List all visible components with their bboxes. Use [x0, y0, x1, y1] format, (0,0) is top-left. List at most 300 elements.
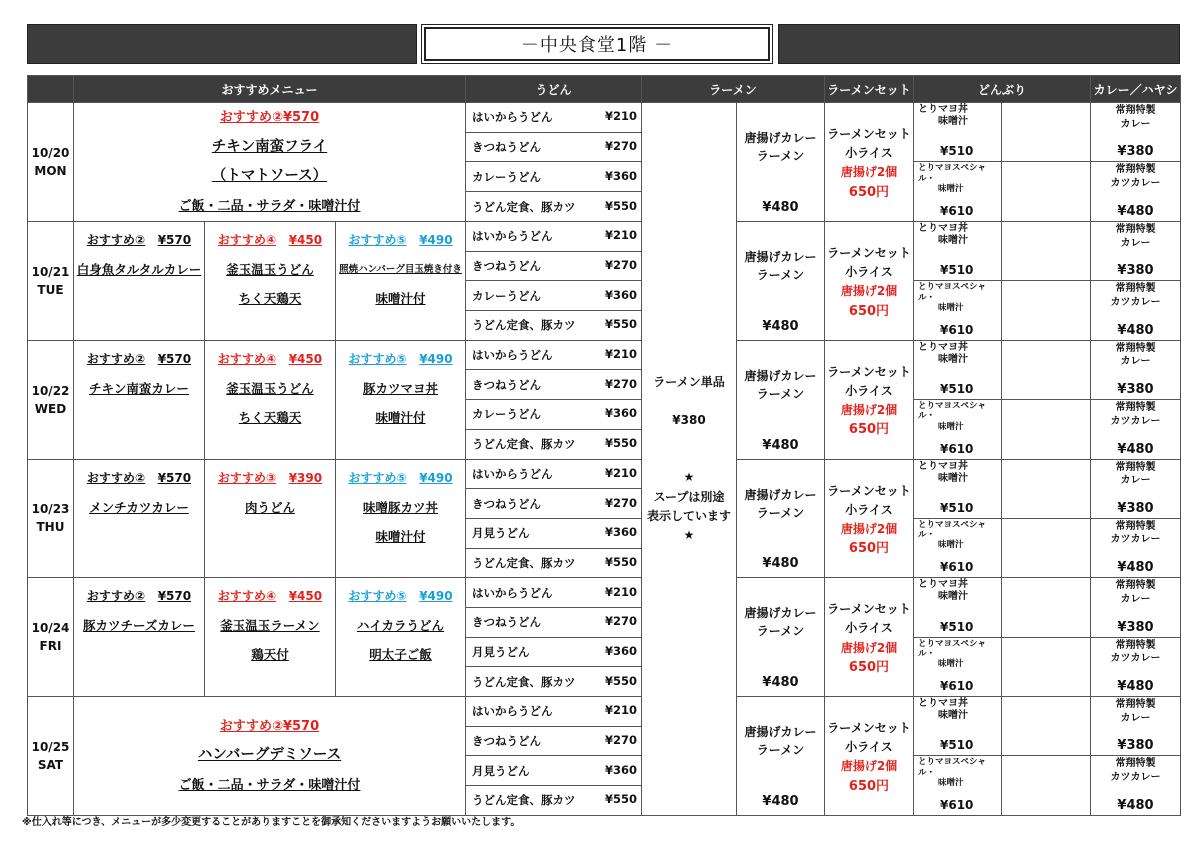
- donburi-price: ¥510: [940, 500, 974, 515]
- donburi-name: とりマヨスペシャル・: [918, 519, 986, 541]
- curry-sub: カツカレー: [1110, 653, 1161, 665]
- donburi-price: ¥610: [940, 441, 974, 456]
- ramen-name2: ラーメン: [756, 743, 805, 757]
- recommend-line1: 釜玉温玉ラーメン: [220, 618, 320, 634]
- donburi-blank: [1002, 340, 1091, 399]
- donburi-price: ¥610: [940, 560, 974, 575]
- donburi-cell: [914, 281, 1002, 340]
- ramen-single-price: ¥380: [672, 412, 706, 427]
- donburi-blank: [1002, 518, 1091, 577]
- curry-name: 常翔特製: [1115, 758, 1156, 770]
- recommend-line1: 照焼ハンバーグ目玉焼き付き: [339, 264, 462, 275]
- ramen-name2: ラーメン: [756, 149, 805, 163]
- ramen-set-l3: 唐揚げ2個: [840, 640, 898, 655]
- recommend-line1: 肉うどん: [244, 499, 295, 515]
- donburi-cell: [914, 340, 1002, 399]
- ramen-set-l1: ラーメンセット: [827, 602, 911, 617]
- donburi-sub: 味噌汁: [938, 540, 964, 551]
- ramen-cell: [737, 340, 825, 459]
- ramen-set-l4: 650円: [848, 184, 890, 200]
- date-label: 10/23: [31, 502, 70, 517]
- udon-item: [466, 697, 642, 727]
- header-curry: カレー／ハヤシ: [1091, 76, 1181, 103]
- udon-name: うどん定食、豚カツ: [472, 674, 576, 689]
- curry-sub: カツカレー: [1110, 415, 1161, 427]
- ramen-set-l1: ラーメンセット: [827, 246, 911, 260]
- recommend-line2: 明太子ご飯: [369, 647, 432, 663]
- ramen-set-l4: 650円: [848, 303, 890, 319]
- special-line3: ご飯・二品・サラダ・味噌汁付: [178, 198, 361, 214]
- donburi-name: とりマヨ丼: [918, 104, 968, 115]
- ramen-set-l3: 唐揚げ2個: [840, 759, 898, 774]
- udon-price: ¥360: [604, 287, 637, 302]
- donburi-price: ¥510: [940, 263, 974, 278]
- curry-name: 常翔特製: [1115, 520, 1156, 532]
- recommend-price: ¥450: [288, 233, 323, 247]
- udon-item: [466, 489, 642, 519]
- donburi-sub: 味噌汁: [938, 116, 968, 127]
- recommend-label: おすすめ④: [217, 589, 277, 604]
- donburi-sub: 味噌汁: [938, 183, 964, 194]
- udon-name: きつねうどん: [472, 615, 541, 630]
- udon-price: ¥550: [604, 673, 637, 688]
- udon-item: [466, 251, 642, 281]
- header-recommend: おすすめメニュー: [74, 76, 466, 103]
- curry-price: ¥380: [1117, 382, 1154, 398]
- udon-item: [466, 162, 642, 192]
- udon-item: [466, 370, 642, 400]
- udon-price: ¥270: [604, 733, 637, 748]
- recommend-label: おすすめ②: [86, 589, 146, 604]
- curry-sub: カレー: [1120, 712, 1151, 724]
- ramen-single-label: ラーメン単品: [653, 374, 725, 389]
- recommend-line1: ハイカラうどん: [356, 618, 445, 634]
- ramen-name2: ラーメン: [756, 505, 805, 520]
- table-row: [28, 340, 1181, 370]
- ramen-set-l2: 小ライス: [845, 740, 893, 755]
- donburi-blank: [1002, 697, 1091, 756]
- weekday-label: TUE: [37, 282, 64, 297]
- udon-item: [466, 400, 642, 430]
- header-row: [28, 76, 1181, 103]
- donburi-name: とりマヨスペシャル・: [918, 757, 986, 778]
- udon-item: [466, 607, 642, 637]
- udon-name: うどん定食、豚カツ: [472, 555, 576, 570]
- udon-price: ¥360: [604, 168, 637, 183]
- donburi-blank: [1002, 637, 1091, 696]
- recommend-cell: [74, 340, 205, 459]
- recommend-line1: 釜玉温玉うどん: [226, 262, 314, 277]
- donburi-price: ¥610: [940, 679, 974, 693]
- donburi-blank: [1002, 281, 1091, 340]
- udon-item: [466, 103, 642, 133]
- recommend-line1: 味噌豚カツ丼: [362, 499, 438, 515]
- donburi-name: とりマヨスペシャル・: [918, 163, 986, 184]
- weekday-label: MON: [34, 164, 67, 178]
- ramen-cell: [737, 459, 825, 578]
- udon-price: ¥270: [604, 139, 637, 154]
- title-bar-left: [27, 24, 417, 64]
- ramen-set-l4: 650円: [848, 659, 890, 675]
- recommend-line1: 釜玉温玉うどん: [226, 380, 314, 396]
- ramen-cell: [737, 103, 825, 222]
- recommend-price: ¥570: [157, 589, 192, 604]
- udon-price: ¥210: [604, 465, 637, 480]
- recommend-cell: [336, 340, 466, 459]
- curry-price: ¥480: [1117, 797, 1154, 813]
- curry-cell: [1091, 222, 1181, 281]
- ramen-price: ¥480: [762, 318, 799, 334]
- special-head: おすすめ②¥570: [219, 110, 320, 125]
- recommend-label: おすすめ⑤: [348, 589, 407, 604]
- udon-price: ¥270: [604, 614, 637, 629]
- recommend-cell: [336, 222, 466, 341]
- recommend-price: ¥450: [288, 589, 323, 604]
- recommend-line1: メンチカツカレー: [89, 499, 189, 515]
- udon-name: カレーうどん: [472, 169, 541, 184]
- weekday-label: WED: [34, 401, 67, 416]
- title-box: [421, 24, 773, 64]
- donburi-name: とりマヨスペシャル・: [918, 638, 986, 659]
- ramen-set-cell: [825, 222, 914, 341]
- curry-name: 常翔特製: [1115, 639, 1156, 651]
- donburi-cell: [914, 103, 1002, 162]
- udon-name: カレーうどん: [472, 288, 541, 303]
- udon-name: カレーうどん: [472, 407, 541, 422]
- recommend-cell: [336, 578, 466, 697]
- ramen-set-cell: [825, 103, 914, 222]
- table-row: [28, 222, 1181, 252]
- curry-cell: [1091, 637, 1181, 696]
- ramen-set-l2: 小ライス: [845, 265, 893, 280]
- curry-sub: カツカレー: [1110, 177, 1161, 189]
- curry-sub: カレー: [1120, 356, 1151, 368]
- recommend-label: おすすめ④: [217, 233, 277, 247]
- recommend-line2: 味噌汁付: [375, 291, 426, 306]
- recommend-price: ¥490: [419, 470, 453, 485]
- curry-price: ¥480: [1117, 560, 1154, 576]
- menu-body: [28, 103, 1181, 816]
- udon-name: きつねうどん: [472, 734, 541, 749]
- recommend-line2: ちく天鶏天: [238, 409, 302, 425]
- udon-name: うどん定食、豚カツ: [472, 199, 576, 214]
- ramen-set-l3: 唐揚げ2個: [840, 284, 898, 299]
- udon-item: [466, 192, 642, 222]
- ramen-name2: ラーメン: [756, 268, 805, 282]
- ramen-note2: 表示しています: [646, 508, 731, 523]
- curry-price: ¥480: [1117, 679, 1154, 694]
- ramen-set-cell: [825, 697, 914, 816]
- ramen-name1: 唐揚げカレー: [744, 606, 817, 621]
- ramen-set-l1: ラーメンセット: [827, 127, 911, 141]
- curry-price: ¥480: [1117, 441, 1154, 457]
- donburi-cell: [914, 459, 1002, 518]
- curry-cell: [1091, 578, 1181, 637]
- donburi-sub: 味噌汁: [938, 591, 968, 603]
- footnote: ※仕入れ等につき、メニューが多少変更することがありますことを御承知くださいますようお願いいたします。: [22, 817, 521, 828]
- curry-name: 常翔特製: [1115, 699, 1156, 710]
- donburi-sub: 味噌汁: [938, 302, 964, 313]
- ramen-set-cell: [825, 578, 914, 697]
- udon-price: ¥270: [604, 376, 637, 391]
- udon-price: ¥210: [604, 584, 637, 599]
- donburi-sub: 味噌汁: [938, 777, 964, 788]
- table-row: [28, 459, 1181, 489]
- header-donburi: どんぶり: [914, 76, 1091, 103]
- recommend-cell: [205, 578, 336, 697]
- curry-sub: カレー: [1120, 475, 1151, 486]
- recommend-cell: [336, 459, 466, 578]
- recommend-price: ¥490: [419, 233, 453, 247]
- curry-price: ¥380: [1117, 500, 1154, 516]
- recommend-cell: [205, 459, 336, 578]
- recommend-price: ¥570: [157, 351, 192, 366]
- special-line2: ご飯・二品・サラダ・味噌汁付: [178, 777, 361, 793]
- date-cell: [28, 103, 74, 222]
- donburi-sub: 味噌汁: [938, 235, 968, 246]
- recommend-label: おすすめ④: [217, 351, 277, 366]
- ramen-name1: 唐揚げカレー: [744, 725, 817, 739]
- donburi-price: ¥610: [940, 797, 974, 812]
- curry-price: ¥380: [1117, 263, 1154, 279]
- curry-cell: [1091, 340, 1181, 399]
- udon-item: [466, 132, 642, 162]
- recommend-price: ¥490: [419, 589, 453, 604]
- ramen-set-l3: 唐揚げ2個: [840, 521, 898, 536]
- recommend-line1: 白身魚タルタルカレー: [76, 262, 202, 277]
- udon-item: [466, 786, 642, 816]
- donburi-blank: [1002, 756, 1091, 815]
- special-head: おすすめ②¥570: [219, 718, 320, 734]
- curry-cell: [1091, 518, 1181, 577]
- donburi-blank: [1002, 222, 1091, 281]
- recommend-price: ¥390: [288, 470, 323, 485]
- ramen-single-cell: [642, 103, 737, 816]
- ramen-set-l1: ラーメンセット: [827, 364, 911, 379]
- udon-item: [466, 578, 642, 608]
- udon-item: [466, 667, 642, 697]
- curry-name: 常翔特製: [1115, 283, 1156, 295]
- donburi-cell: [914, 756, 1002, 815]
- udon-price: ¥360: [604, 406, 637, 421]
- curry-cell: [1091, 162, 1181, 222]
- curry-cell: [1091, 756, 1181, 815]
- donburi-sub: 味噌汁: [938, 421, 964, 432]
- recommend-label: おすすめ②: [86, 470, 146, 485]
- ramen-price: ¥480: [762, 556, 799, 572]
- header-ramen: ラーメン: [642, 76, 825, 103]
- curry-name: 常翔特製: [1115, 461, 1156, 473]
- curry-cell: [1091, 103, 1181, 162]
- ramen-name2: ラーメン: [756, 624, 805, 639]
- recommend-price: ¥490: [419, 351, 453, 366]
- donburi-blank: [1002, 400, 1091, 459]
- ramen-set-l3: 唐揚げ2個: [840, 403, 898, 418]
- udon-name: はいからうどん: [472, 704, 553, 719]
- recommend-label: おすすめ⑤: [348, 233, 407, 247]
- donburi-name: とりマヨ丼: [918, 341, 968, 353]
- ramen-set-l4: 650円: [848, 422, 890, 438]
- udon-name: 月見うどん: [472, 526, 530, 541]
- title-bar-right: [778, 24, 1180, 64]
- udon-name: きつねうどん: [472, 496, 541, 511]
- ramen-set-l4: 650円: [848, 541, 890, 557]
- donburi-cell: [914, 222, 1002, 281]
- recommend-cell: [205, 222, 336, 341]
- donburi-cell: [914, 697, 1002, 756]
- date-cell: [28, 340, 74, 459]
- udon-name: うどん定食、豚カツ: [472, 793, 576, 808]
- udon-price: ¥210: [604, 228, 637, 243]
- recommend-line2: 味噌汁付: [375, 528, 426, 544]
- donburi-cell: [914, 518, 1002, 577]
- recommend-line2: ちく天鶏天: [238, 291, 302, 306]
- weekday-label: FRI: [39, 639, 62, 654]
- curry-sub: カレー: [1120, 593, 1151, 605]
- ramen-set-l2: 小ライス: [845, 502, 893, 517]
- recommend-cell: [74, 578, 205, 697]
- curry-price: ¥380: [1117, 738, 1154, 754]
- table-row: [28, 103, 1181, 133]
- udon-name: きつねうどん: [472, 140, 541, 155]
- recommend-cell: [205, 340, 336, 459]
- donburi-price: ¥510: [940, 619, 974, 634]
- curry-cell: [1091, 400, 1181, 459]
- ramen-price: ¥480: [762, 200, 799, 215]
- ramen-set-cell: [825, 459, 914, 578]
- recommend-cell: [74, 222, 205, 341]
- donburi-cell: [914, 637, 1002, 696]
- ramen-name1: 唐揚げカレー: [744, 250, 817, 264]
- ramen-set-l4: 650円: [848, 778, 890, 794]
- donburi-price: ¥610: [940, 204, 974, 218]
- ramen-price: ¥480: [762, 793, 799, 809]
- curry-sub: カツカレー: [1110, 296, 1161, 308]
- udon-name: はいからうどん: [472, 110, 553, 125]
- udon-name: 月見うどん: [472, 763, 530, 778]
- curry-name: 常翔特製: [1115, 342, 1156, 354]
- donburi-sub: 味噌汁: [938, 659, 964, 669]
- donburi-name: とりマヨスペシャル・: [918, 401, 986, 422]
- donburi-blank: [1002, 459, 1091, 518]
- udon-item: [466, 222, 642, 252]
- special-line1: ハンバーグデミソース: [197, 747, 342, 764]
- date-label: 10/20: [31, 146, 70, 160]
- date-label: 10/24: [31, 621, 70, 636]
- udon-price: ¥550: [604, 436, 637, 451]
- udon-item: [466, 281, 642, 311]
- donburi-price: ¥510: [940, 144, 974, 159]
- curry-name: 常翔特製: [1115, 105, 1156, 116]
- weekday-label: THU: [36, 520, 65, 535]
- weekday-label: SAT: [37, 757, 64, 772]
- recommend-price: ¥450: [288, 351, 323, 366]
- udon-price: ¥550: [604, 554, 637, 569]
- udon-price: ¥270: [604, 495, 637, 510]
- udon-price: ¥550: [604, 198, 637, 213]
- udon-name: うどん定食、豚カツ: [472, 318, 576, 333]
- udon-name: はいからうどん: [472, 585, 553, 600]
- donburi-name: とりマヨスペシャル・: [918, 282, 986, 303]
- curry-name: 常翔特製: [1115, 224, 1156, 235]
- donburi-blank: [1002, 103, 1091, 162]
- date-cell: [28, 697, 74, 816]
- date-cell: [28, 222, 74, 341]
- donburi-blank: [1002, 578, 1091, 637]
- curry-price: ¥480: [1117, 204, 1154, 219]
- udon-item: [466, 340, 642, 370]
- udon-item: [466, 548, 642, 578]
- donburi-cell: [914, 162, 1002, 222]
- recommend-line2: 味噌汁付: [375, 409, 426, 425]
- donburi-sub: 味噌汁: [938, 710, 968, 721]
- udon-price: ¥210: [604, 347, 637, 362]
- ramen-name1: 唐揚げカレー: [744, 368, 817, 383]
- curry-cell: [1091, 281, 1181, 340]
- curry-price: ¥480: [1117, 322, 1154, 338]
- ramen-set-l2: 小ライス: [845, 621, 893, 636]
- star-icon: ★: [683, 528, 695, 543]
- recommend-line1: チキン南蛮カレー: [89, 380, 189, 396]
- page-title: －中央食堂1階 －: [424, 27, 770, 61]
- recommend-label: おすすめ③: [217, 470, 277, 485]
- recommend-line1: 豚カツマヨ丼: [362, 380, 438, 396]
- donburi-cell: [914, 400, 1002, 459]
- curry-cell: [1091, 697, 1181, 756]
- date-label: 10/25: [31, 739, 70, 754]
- curry-sub: カレー: [1120, 118, 1151, 130]
- ramen-note1: スープは別途: [653, 489, 725, 504]
- udon-item: [466, 637, 642, 667]
- donburi-name: とりマヨ丼: [918, 223, 968, 234]
- date-label: 10/21: [31, 264, 70, 279]
- udon-price: ¥550: [604, 317, 637, 332]
- donburi-name: とりマヨ丼: [918, 698, 968, 709]
- header-ramen-set: ラーメンセット: [825, 76, 914, 103]
- donburi-sub: 味噌汁: [938, 472, 968, 484]
- udon-name: うどん定食、豚カツ: [472, 437, 576, 452]
- recommend-line2: 鶏天付: [251, 647, 289, 663]
- curry-sub: カレー: [1120, 237, 1151, 249]
- ramen-cell: [737, 222, 825, 341]
- donburi-name: とりマヨ丼: [918, 460, 968, 472]
- ramen-price: ¥480: [762, 675, 799, 690]
- recommend-label: おすすめ②: [86, 233, 146, 247]
- donburi-cell: [914, 578, 1002, 637]
- special-line2: （トマトソース）: [211, 168, 328, 184]
- udon-price: ¥210: [604, 109, 637, 124]
- donburi-price: ¥510: [940, 738, 974, 753]
- recommend-line1: 豚カツチーズカレー: [83, 618, 195, 634]
- ramen-set-l1: ラーメンセット: [827, 483, 911, 498]
- recommend-price: ¥570: [157, 470, 192, 485]
- udon-name: はいからうどん: [472, 466, 553, 481]
- curry-name: 常翔特製: [1115, 164, 1156, 176]
- ramen-set-l2: 小ライス: [845, 146, 893, 161]
- header-date: [28, 76, 74, 103]
- ramen-name1: 唐揚げカレー: [744, 131, 817, 145]
- special-menu-cell: [74, 697, 466, 816]
- udon-item: [466, 518, 642, 548]
- udon-item: [466, 311, 642, 341]
- date-label: 10/22: [31, 383, 70, 398]
- udon-price: ¥550: [604, 792, 637, 807]
- date-cell: [28, 459, 74, 578]
- ramen-set-l2: 小ライス: [845, 383, 893, 398]
- udon-name: きつねうどん: [472, 259, 541, 274]
- curry-sub: カツカレー: [1110, 771, 1161, 783]
- udon-item: [466, 756, 642, 786]
